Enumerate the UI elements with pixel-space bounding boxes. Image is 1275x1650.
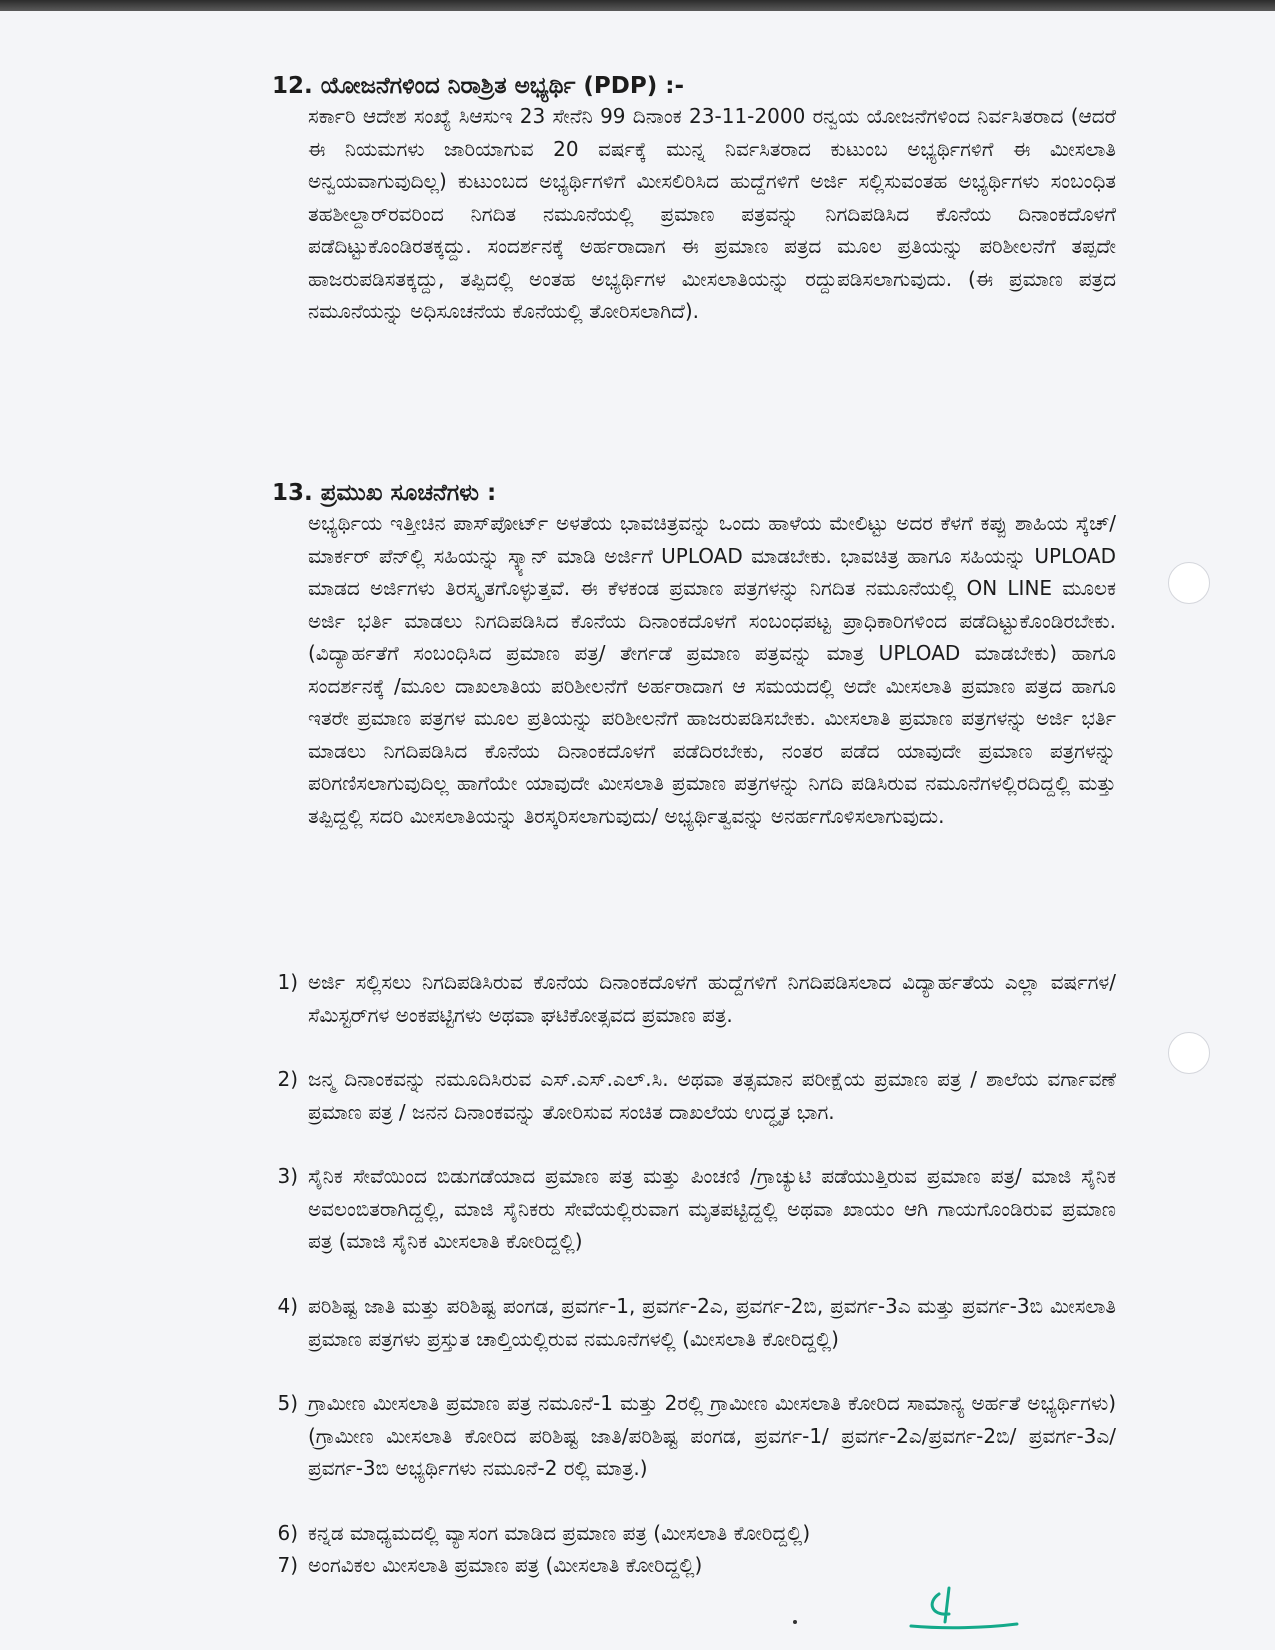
list-item-number: 5) [277,1391,298,1415]
list-item-number: 7) [277,1553,298,1577]
list-item-text: ಅಂಗವಿಕಲ ಮೀಸಲಾತಿ ಪ್ರಮಾಣ ಪತ್ರ (ಮೀಸಲಾತಿ ಕೋರಿದ್ದಲ್ಲಿ) [308,1553,703,1577]
section-12-heading: 12. ಯೋಜನೆಗಳಿಂದ ನಿರಾಶ್ರಿತ ಅಭ್ಯರ್ಥಿ (PDP) :- [272,73,685,99]
list-item [260,1063,1116,1128]
list-item-number: 6) [277,1521,298,1545]
list-item-text: ಜನ್ಮ ದಿನಾಂಕವನ್ನು ನಮೂದಿಸಿರುವ ಎಸ್.ಎಸ್.ಎಲ್.ಸಿ. ಅಥವಾ ತತ್ಸಮಾನ ಪರೀಕ್ಷೆಯ ಪ್ರಮಾಣ ಪತ್ರ / ಶಾಲೆಯ ವರ್ಗಾವಣೆ ಪ್ರಮಾಣ ಪತ್ರ / ಜನನ ದಿನಾಂಕವನ್ನು ತೋರಿಸುವ ಸಂಚಿತ ದಾಖಲೆಯ ಉದ್ಧೃತ ಭಾಗ. [308,1067,1116,1124]
list-item-text: ಅರ್ಜಿ ಸಲ್ಲಿಸಲು ನಿಗದಿಪಡಿಸಿರುವ ಕೊನೆಯ ದಿನಾಂಕದೊಳಗೆ ಹುದ್ದೆಗಳಿಗೆ ನಿಗದಿಪಡಿಸಲಾದ ವಿದ್ಯಾರ್ಹತೆಯ ಎಲ್ಲಾ ವರ್ಷಗಳ/ಸೆಮಿಸ್ಟರ್‌ಗಳ ಅಂಕಪಟ್ಟಿಗಳು ಅಥವಾ ಘಟಿಕೋತ್ಸವದ ಪ್ರಮಾಣ ಪತ್ರ. [308,970,1116,1027]
list-item-text: ಕನ್ನಡ ಮಾಧ್ಯಮದಲ್ಲಿ ವ್ಯಾಸಂಗ ಮಾಡಿದ ಪ್ರಮಾಣ ಪತ್ರ (ಮೀಸಲಾತಿ ಕೋರಿದ್ದಲ್ಲಿ) [308,1521,811,1545]
list-item-number: 3) [277,1164,298,1188]
stray-dot [793,1620,797,1624]
list-item [260,1160,1116,1258]
list-item [260,1387,1116,1485]
section-13-heading: 13. ಪ್ರಮುಖ ಸೂಚನೆಗಳು : [272,480,497,506]
list-item-text: ಸೈನಿಕ ಸೇವೆಯಿಂದ ಬಿಡುಗಡೆಯಾದ ಪ್ರಮಾಣ ಪತ್ರ ಮತ್ತು ಪಿಂಚಣಿ /ಗ್ರಾಚ್ಯುಟಿ ಪಡೆಯುತ್ತಿರುವ ಪ್ರಮಾಣ ಪತ್ರ/ ಮಾಜಿ ಸೈನಿಕ ಅವಲಂಬಿತರಾಗಿದ್ದಲ್ಲಿ, ಮಾಜಿ ಸೈನಿಕರು ಸೇವೆಯಲ್ಲಿರುವಾಗ ಮೃತಪಟ್ಟಿದ್ದಲ್ಲಿ ಅಥವಾ ಖಾಯಂ ಆಗಿ ಗಾಯಗೊಂಡಿರುವ ಪ್ರಮಾಣ ಪತ್ರ (ಮಾಜಿ ಸೈನಿಕ ಮೀಸಲಾತಿ ಕೋರಿದ್ದಲ್ಲಿ) [308,1164,1116,1253]
list-item-text: ಗ್ರಾಮೀಣ ಮೀಸಲಾತಿ ಪ್ರಮಾಣ ಪತ್ರ ನಮೂನೆ-1 ಮತ್ತು 2ರಲ್ಲಿ ಗ್ರಾಮೀಣ ಮೀಸಲಾತಿ ಕೋರಿದ ಸಾಮಾನ್ಯ ಅರ್ಹತೆ ಅಭ್ಯರ್ಥಿಗಳು) (ಗ್ರಾಮೀಣ ಮೀಸಲಾತಿ ಕೋರಿದ ಪರಿಶಿಷ್ಟ ಜಾತಿ/ಪರಿಶಿಷ್ಟ ಪಂಗಡ, ಪ್ರವರ್ಗ-1/ ಪ್ರವರ್ಗ-2ಎ/ಪ್ರವರ್ಗ-2ಬಿ/ ಪ್ರವರ್ಗ-3ಎ/ ಪ್ರವರ್ಗ-3ಬಿ ಅಭ್ಯರ್ಥಿಗಳು ನಮೂನೆ-2 ರಲ್ಲಿ ಮಾತ್ರ.) [308,1391,1116,1480]
section-13-body: ಅಭ್ಯರ್ಥಿಯ ಇತ್ತೀಚಿನ ಪಾಸ್‌ಪೋರ್ಟ್ ಅಳತೆಯ ಭಾವಚಿತ್ರವನ್ನು ಒಂದು ಹಾಳೆಯ ಮೇಲಿಟ್ಟು ಅದರ ಕೆಳಗೆ ಕಪ್ಪು ಶಾಹಿಯ ಸ್ಕೆಚ್/ ಮಾರ್ಕರ್ ಪೆನ್‌ಲ್ಲಿ ಸಹಿಯನ್ನು ಸ್ಕ್ಯಾನ್ ಮಾಡಿ ಅರ್ಜಿಗೆ UPLOAD ಮಾಡಬೇಕು. ಭಾವಚಿತ್ರ ಹಾಗೂ ಸಹಿಯನ್ನು UPLOAD ಮಾಡದ ಅರ್ಜಿಗಳು ತಿರಸ್ಕೃತಗೊಳ್ಳುತ್ತವೆ. ಈ ಕೆಳಕಂಡ ಪ್ರಮಾಣ ಪತ್ರಗಳನ್ನು ನಿಗದಿತ ನಮೂನೆಯಲ್ಲಿ ON LINE ಮೂಲಕ ಅರ್ಜಿ ಭರ್ತಿ ಮಾಡಲು ನಿಗದಿಪಡಿಸಿದ ಕೊನೆಯ ದಿನಾಂಕದೊಳಗೆ ಸಂಬಂಧಪಟ್ಟ ಪ್ರಾಧಿಕಾರಿಗಳಿಂದ ಪಡೆದಿಟ್ಟುಕೊಂಡಿರಬೇಕು. (ವಿದ್ಯಾರ್ಹತೆಗೆ ಸಂಬಂಧಿಸಿದ ಪ್ರಮಾಣ ಪತ್ರ/ ತೇರ್ಗಡೆ ಪ್ರಮಾಣ ಪತ್ರವನ್ನು ಮಾತ್ರ UPLOAD ಮಾಡಬೇಕು) ಹಾಗೂ ಸಂದರ್ಶನಕ್ಕೆ /ಮೂಲ ದಾಖಲಾತಿಯ ಪರಿಶೀಲನೆಗೆ ಅರ್ಹರಾದಾಗ ಆ ಸಮಯದಲ್ಲಿ ಅದೇ ಮೀಸಲಾತಿ ಪ್ರಮಾಣ ಪತ್ರದ ಹಾಗೂ ಇತರೇ ಪ್ರಮಾಣ ಪತ್ರಗಳ ಮೂಲ ಪ್ರತಿಯನ್ನು ಪರಿಶೀಲನೆಗೆ ಹಾಜರುಪಡಿಸಬೇಕು. ಮೀಸಲಾತಿ ಪ್ರಮಾಣ ಪತ್ರಗಳನ್ನು ಅರ್ಜಿ ಭರ್ತಿ ಮಾಡಲು ನಿಗದಿಪಡಿಸಿದ ಕೊನೆಯ ದಿನಾಂಕದೊಳಗೆ ಪಡೆದಿರಬೇಕು, ನಂತರ ಪಡೆದ ಯಾವುದೇ ಪ್ರಮಾಣ ಪತ್ರಗಳನ್ನು ಪರಿಗಣಿಸಲಾಗುವುದಿಲ್ಲ ಹಾಗೆಯೇ ಯಾವುದೇ ಮೀಸಲಾತಿ ಪ್ರಮಾಣ ಪತ್ರಗಳನ್ನು ನಿಗದಿ ಪಡಿಸಿರುವ ನಮೂನೆಗಳಲ್ಲಿರದಿದ್ದಲ್ಲಿ ಮತ್ತು ತಪ್ಪಿದ್ದಲ್ಲಿ ಸದರಿ ಮೀಸಲಾತಿಯನ್ನು ತಿರಸ್ಕರಿಸಲಾಗುವುದು/ ಅಭ್ಯರ್ಥಿತ್ವವನ್ನು ಅನರ್ಹಗೊಳಿಸಲಾಗುವುದು. [308,511,1116,828]
section-12-body: ಸರ್ಕಾರಿ ಆದೇಶ ಸಂಖ್ಯೆ ಸಿಆಸುಇ 23 ಸೇನೆನಿ 99 ದಿನಾಂಕ 23-11-2000 ರನ್ವಯ ಯೋಜನೆಗಳಿಂದ ನಿರ್ವಸಿತರಾದ (ಆದರೆ ಈ ನಿಯಮಗಳು ಜಾರಿಯಾಗುವ 20 ವರ್ಷಕ್ಕೆ ಮುನ್ನ ನಿರ್ವಸಿತರಾದ ಕುಟುಂಬ ಅಭ್ಯರ್ಥಿಗಳಿಗೆ ಈ ಮೀಸಲಾತಿ ಅನ್ವಯವಾಗುವುದಿಲ್ಲ) ಕುಟುಂಬದ ಅಭ್ಯರ್ಥಿಗಳಿಗೆ ಮೀಸಲಿರಿಸಿದ ಹುದ್ದೆಗಳಿಗೆ ಅರ್ಜಿ ಸಲ್ಲಿಸುವಂತಹ ಅಭ್ಯರ್ಥಿಗಳು ಸಂಬಂಧಿತ ತಹಶೀಲ್ದಾರ್‌ರವರಿಂದ ನಿಗದಿತ ನಮೂನೆಯಲ್ಲಿ ಪ್ರಮಾಣ ಪತ್ರವನ್ನು ನಿಗದಿಪಡಿಸಿದ ಕೊನೆಯ ದಿನಾಂಕದೊಳಗೆ ಪಡೆದಿಟ್ಟುಕೊಂಡಿರತಕ್ಕದ್ದು. ಸಂದರ್ಶನಕ್ಕೆ ಅರ್ಹರಾದಾಗ ಈ ಪ್ರಮಾಣ ಪತ್ರದ ಮೂಲ ಪ್ರತಿಯನ್ನು ಪರಿಶೀಲನೆಗೆ ತಪ್ಪದೇ ಹಾಜರುಪಡಿಸತಕ್ಕದ್ದು, ತಪ್ಪಿದಲ್ಲಿ ಅಂತಹ ಅಭ್ಯರ್ಥಿಗಳ ಮೀಸಲಾತಿಯನ್ನು ರದ್ದುಪಡಿಸಲಾಗುವುದು. (ಈ ಪ್ರಮಾಣ ಪತ್ರದ ನಮೂನೆಯನ್ನು ಅಧಿಸೂಚನೆಯ ಕೊನೆಯಲ್ಲಿ ತೋರಿಸಲಾಗಿದೆ). [308,104,1116,323]
handwritten-initial-mark [905,1582,1025,1634]
list-item [260,1290,1116,1355]
list-item-number: 2) [277,1067,298,1091]
list-item-text: ಪರಿಶಿಷ್ಟ ಜಾತಿ ಮತ್ತು ಪರಿಶಿಷ್ಟ ಪಂಗಡ, ಪ್ರವರ್ಗ-1, ಪ್ರವರ್ಗ-2ಎ, ಪ್ರವರ್ಗ-2ಬಿ, ಪ್ರವರ್ಗ-3ಎ ಮತ್ತು ಪ್ರವರ್ಗ-3ಬಿ ಮೀಸಲಾತಿ ಪ್ರಮಾಣ ಪತ್ರಗಳು ಪ್ರಸ್ತುತ ಚಾಲ್ತಿಯಲ್ಲಿರುವ ನಮೂನೆಗಳಲ್ಲಿ (ಮೀಸಲಾತಿ ಕೋರಿದ್ದಲ್ಲಿ) [308,1294,1116,1351]
punch-hole-lower [1168,1032,1210,1074]
list-item-number: 4) [277,1294,298,1318]
list-item [260,1549,1116,1582]
punch-hole-upper [1168,562,1210,604]
list-item [260,966,1116,1031]
list-item [260,1517,1116,1550]
list-item-number: 1) [277,970,298,994]
scan-top-edge [0,0,1275,11]
